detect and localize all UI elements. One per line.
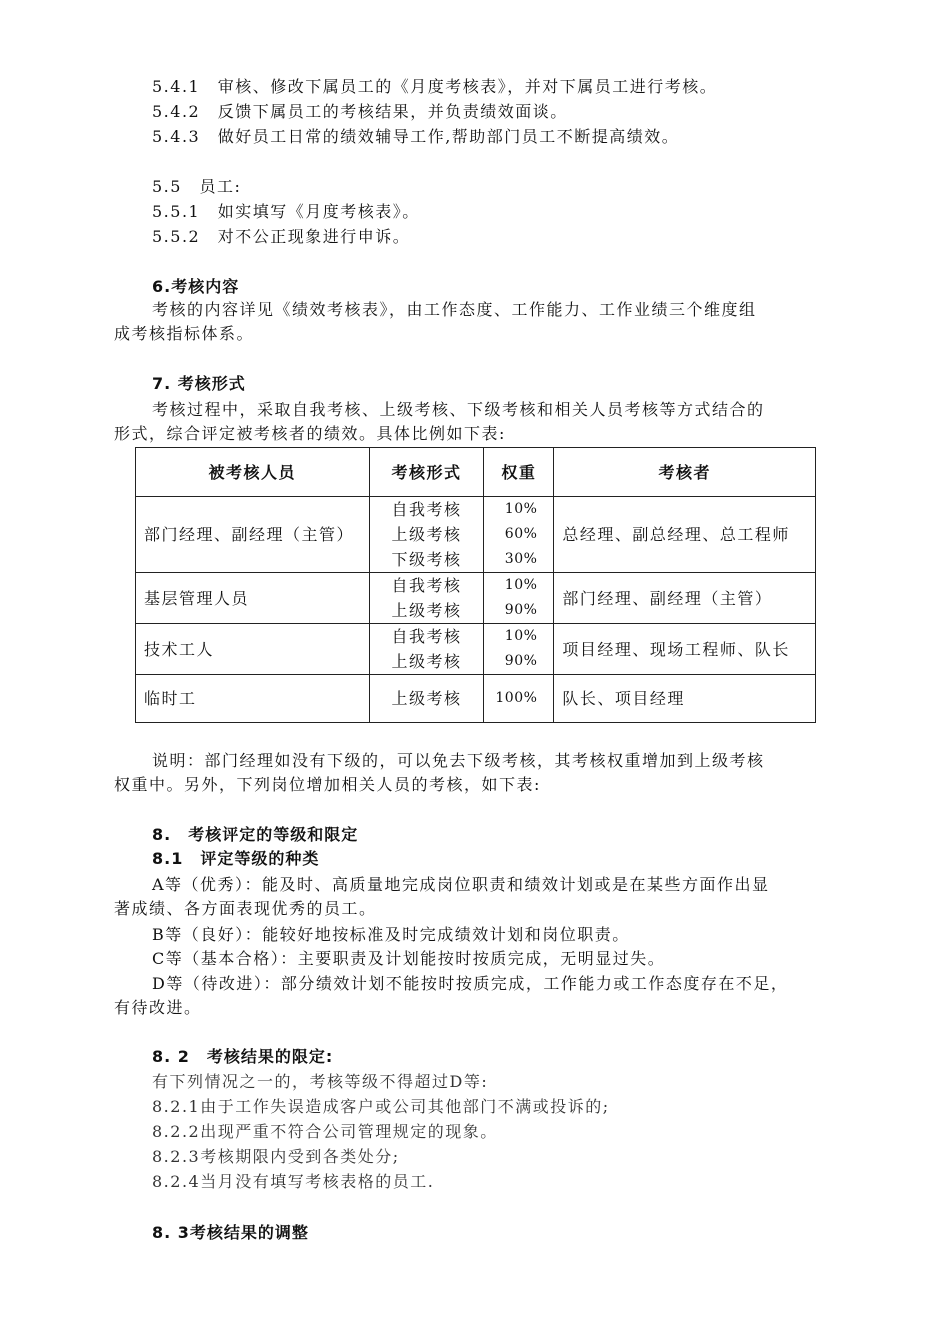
assessment-ratio-table	[135, 447, 816, 723]
cell-assessor: 部门经理、副经理（主管）	[554, 573, 816, 624]
header-assessee: 被考核人员	[136, 448, 370, 497]
cell-person: 部门经理、副经理（主管）	[136, 497, 370, 573]
form-item: 上级考核	[391, 601, 462, 620]
cell-assessor: 总经理、副总经理、总工程师	[554, 497, 816, 573]
weight-item: 10%	[504, 501, 538, 517]
grade-a-line-2: 著成绩、各方面表现优秀的员工。	[114, 899, 377, 918]
clause-5-5-2: 5.5.2 对不公正现象进行申诉。	[152, 227, 411, 246]
cell-assessor: 队长、项目经理	[554, 675, 816, 723]
limit-8-2-4: 8.2.4当月没有填写考核表格的员工.	[152, 1172, 435, 1191]
section-7-heading: 7. 考核形式	[152, 374, 246, 393]
limit-8-2-3: 8.2.3考核期限内受到各类处分;	[152, 1147, 400, 1166]
form-item: 上级考核	[391, 525, 462, 544]
section-8-heading: 8. 考核评定的等级和限定	[152, 825, 359, 844]
table-row	[136, 675, 816, 723]
form-item: 下级考核	[391, 550, 462, 569]
table-row	[136, 497, 816, 573]
weight-item: 60%	[504, 526, 538, 542]
section-7-line-1: 考核过程中，采取自我考核、上级考核、下级考核和相关人员考核等方式结合的	[152, 400, 765, 419]
clause-5-4-1: 5.4.1 审核、修改下属员工的《月度考核表》，并对下属员工进行考核。	[152, 77, 718, 96]
limit-8-2-2: 8.2.2出现严重不符合公司管理规定的现象。	[152, 1122, 498, 1141]
table-row	[136, 624, 816, 675]
section-7-line-2: 形式，综合评定被考核者的绩效。具体比例如下表:	[114, 424, 506, 443]
section-5-5-title: 5.5 员工:	[152, 177, 242, 196]
header-weight: 权重	[484, 448, 554, 497]
cell-person: 基层管理人员	[136, 573, 370, 624]
section-6-heading: 6.考核内容	[152, 277, 240, 296]
section-6-line-2: 成考核指标体系。	[114, 324, 255, 343]
cell-person: 技术工人	[136, 624, 370, 675]
form-item: 上级考核	[391, 652, 462, 671]
cell-weights	[484, 573, 554, 624]
table-row	[136, 573, 816, 624]
section-8-1-heading: 8.1 评定等级的种类	[152, 849, 320, 868]
weight-item: 90%	[504, 653, 538, 669]
grade-c: C等（基本合格）：主要职责及计划能按时按质完成，无明显过失。	[152, 949, 666, 968]
note-line-1: 说明：部门经理如没有下级的，可以免去下级考核，其考核权重增加到上级考核	[152, 751, 765, 770]
form-item: 自我考核	[391, 500, 462, 519]
cell-person: 临时工	[136, 675, 370, 723]
cell-forms	[369, 497, 484, 573]
cell-weights: 100%	[484, 675, 554, 723]
clause-5-4-2: 5.4.2 反馈下属员工的考核结果，并负责绩效面谈。	[152, 102, 568, 121]
section-6-line-1: 考核的内容详见《绩效考核表》，由工作态度、工作能力、工作业绩三个维度组	[152, 300, 757, 319]
weight-item: 10%	[504, 628, 538, 644]
table-header-row	[136, 448, 816, 497]
header-form: 考核形式	[369, 448, 484, 497]
section-8-3-heading: 8. 3考核结果的调整	[152, 1223, 309, 1242]
weight-item: 10%	[504, 577, 538, 593]
form-item: 自我考核	[391, 576, 462, 595]
weight-item: 30%	[504, 551, 538, 567]
header-assessor: 考核者	[554, 448, 816, 497]
limit-8-2-1: 8.2.1由于工作失误造成客户或公司其他部门不满或投诉的;	[152, 1097, 610, 1116]
cell-assessor: 项目经理、现场工程师、队长	[554, 624, 816, 675]
cell-forms: 上级考核	[369, 675, 484, 723]
grade-a-line-1: A等（优秀）：能及时、高质量地完成岗位职责和绩效计划或是在某些方面作出显	[152, 875, 770, 894]
section-8-2-heading: 8. 2 考核结果的限定:	[152, 1047, 334, 1066]
grade-d-line-1: D等（待改进）：部分绩效计划不能按时按质完成，工作能力或工作态度存在不足，	[152, 974, 789, 993]
cell-forms	[369, 624, 484, 675]
limit-intro: 有下列情况之一的，考核等级不得超过D等:	[152, 1072, 489, 1091]
cell-weights	[484, 497, 554, 573]
note-line-2: 权重中。另外，下列岗位增加相关人员的考核，如下表:	[114, 775, 541, 794]
clause-5-5-1: 5.5.1 如实填写《月度考核表》。	[152, 202, 420, 221]
clause-5-4-3: 5.4.3 做好员工日常的绩效辅导工作,帮助部门员工不断提高绩效。	[152, 127, 680, 146]
weight-item: 90%	[504, 602, 538, 618]
form-item: 自我考核	[391, 627, 462, 646]
cell-weights	[484, 624, 554, 675]
cell-forms	[369, 573, 484, 624]
grade-b: B等（良好）：能较好地按标准及时完成绩效计划和岗位职责。	[152, 925, 630, 944]
grade-d-line-2: 有待改进。	[114, 998, 202, 1017]
